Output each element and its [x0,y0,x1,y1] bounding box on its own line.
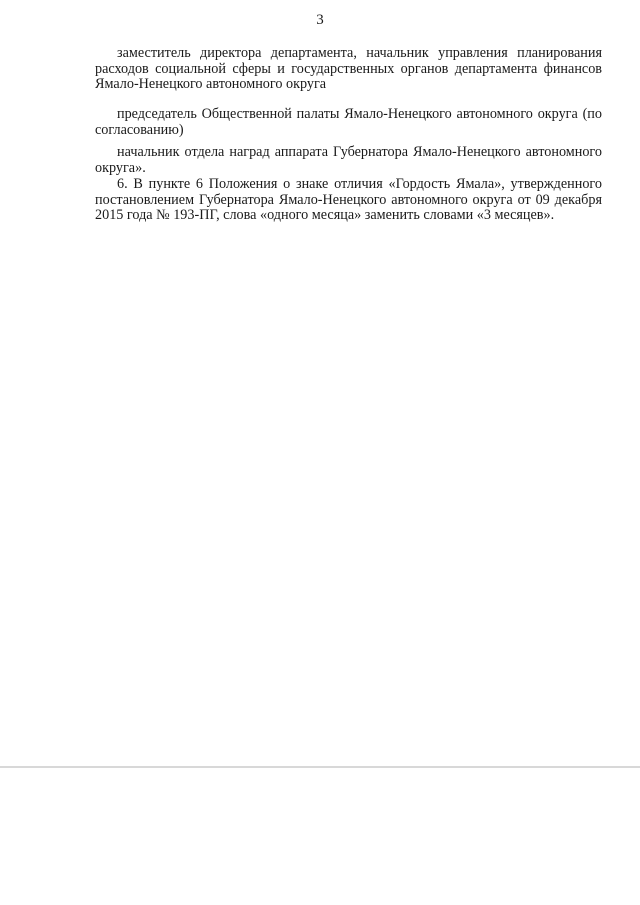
page-number: 3 [316,12,324,28]
paragraph-awards-department-head: начальник отдела наград аппарата Губернатора Ямало-Ненецкого автономного округа». [95,144,602,176]
scan-bottom-edge [0,766,640,768]
paragraph-deputy-director: заместитель директора департамента, начальник управления планирования расходов социальной сферы и государственных органов департамента финансов Ямало-Ненецкого автономного округа [95,45,602,93]
paragraph-item-6-amendment: 6. В пункте 6 Положения о знаке отличия «Гордость Ямала», утвержденного постановлением Губернатора Ямало-Ненецкого автономного округа от 09 декабря 2015 года № 193-ПГ, слова «одного месяца» заменить словами «3 месяцев». [95,176,602,224]
paragraph-public-chamber-chairman: председатель Общественной палаты Ямало-Ненецкого автономного округа (по согласованию) [95,106,602,138]
